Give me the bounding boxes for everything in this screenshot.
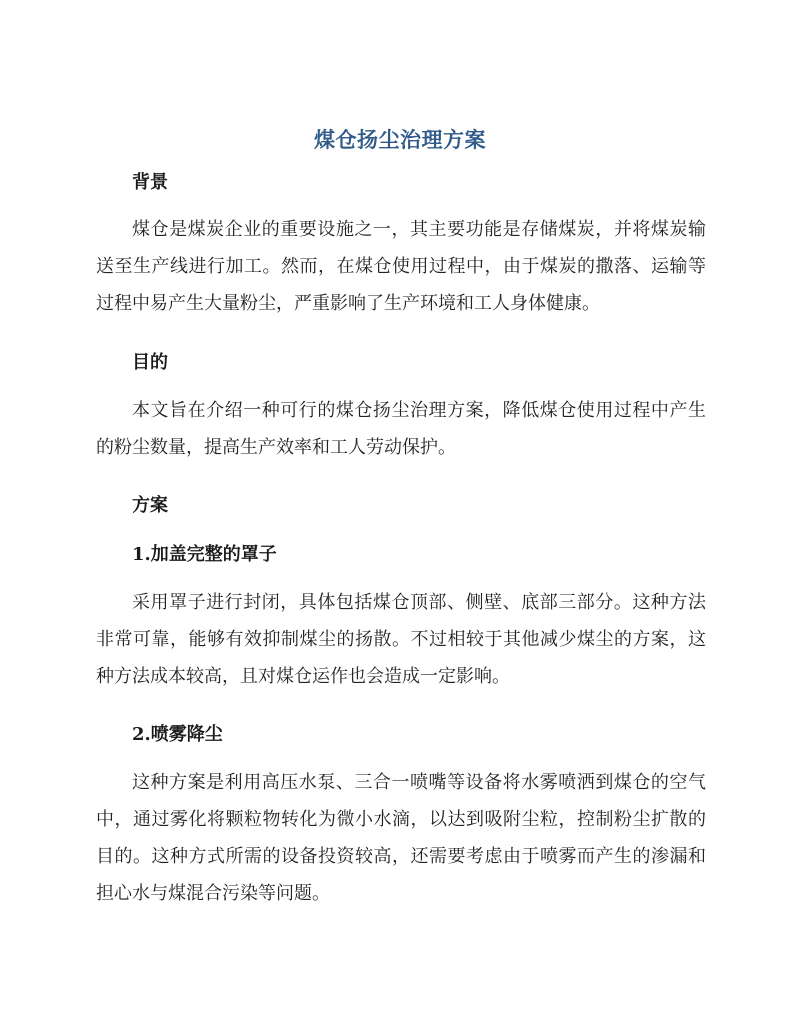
- section-heading-purpose: 目的: [132, 352, 168, 373]
- paragraph-purpose: 本文旨在介绍一种可行的煤仓扬尘治理方案，降低煤仓使用过程中产生的粉尘数量，提高生产效率和工人劳动保护。: [96, 400, 706, 458]
- section-heading-cover: 1.加盖完整的罩子: [132, 544, 277, 565]
- section-heading-background: 背景: [132, 172, 168, 193]
- section-heading-plan: 方案: [132, 495, 168, 516]
- document-title: 煤仓扬尘治理方案: [314, 127, 486, 152]
- paragraph-cover: 采用罩子进行封闭，具体包括煤仓顶部、侧壁、底部三部分。这种方法非常可靠，能够有效抑制煤尘的扬散。不过相较于其他减少煤尘的方案，这种方法成本较高，且对煤仓运作也会造成一定影响。: [96, 592, 706, 687]
- paragraph-spray: 这种方案是利用高压水泵、三合一喷嘴等设备将水雾喷洒到煤仓的空气中，通过雾化将颗粒物转化为微小水滴，以达到吸附尘粒，控制粉尘扩散的目的。这种方式所需的设备投资较高，还需要考虑由于喷雾而产生的渗漏和担心水与煤混合污染等问题。: [96, 772, 706, 904]
- section-heading-spray: 2.喷雾降尘: [132, 724, 223, 745]
- paragraph-background: 煤仓是煤炭企业的重要设施之一，其主要功能是存储煤炭，并将煤炭输送至生产线进行加工。然而，在煤仓使用过程中，由于煤炭的撒落、运输等过程中易产生大量粉尘，严重影响了生产环境和工人身体健康。: [96, 219, 706, 314]
